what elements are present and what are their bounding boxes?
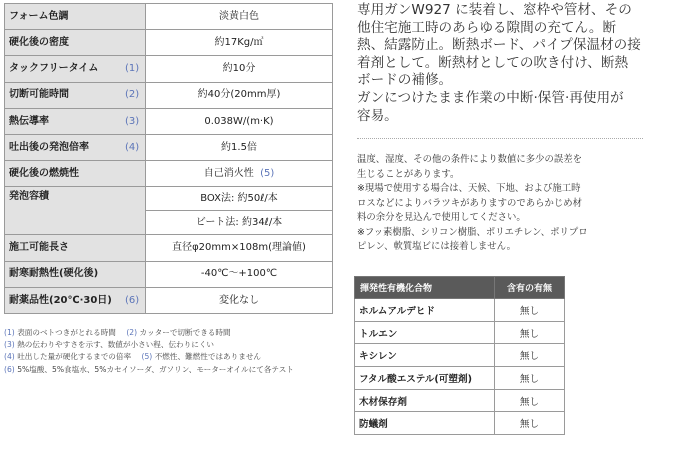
footnote-line xyxy=(4,339,344,351)
divider xyxy=(357,138,643,139)
spec-label xyxy=(5,4,146,30)
spec-row xyxy=(5,261,333,287)
voc-row xyxy=(355,412,565,435)
spec-table-body xyxy=(5,4,333,314)
caution-line: ※フッ素樹脂、シリコン樹脂、ポリエチレン、ポリプロ xyxy=(357,226,588,238)
description-line: 容易。 xyxy=(357,107,398,124)
footnote-text: 熱の伝わりやすさを示す、数値が小さい程、伝わりにくい xyxy=(17,340,215,350)
spec-value-text: 自己消火性 xyxy=(203,167,254,179)
spec-row xyxy=(5,82,333,108)
spec-row xyxy=(5,235,333,261)
spec-row xyxy=(5,108,333,134)
voc-status: 無し xyxy=(495,344,565,367)
spec-label-text: 発泡容積 xyxy=(9,191,49,203)
footnote-marker: (5) xyxy=(260,167,275,179)
caution-line: 温度、湿度、その他の条件により数値に多少の誤差を xyxy=(357,154,583,165)
spec-label xyxy=(5,235,146,261)
footnote-text: 5%塩酸、5%食塩水、5%カセイソーダ、ガソリン、モーターオイルにて各テスト xyxy=(17,364,294,374)
voc-status: 無し xyxy=(495,389,565,412)
footnote-text: カッターで切断できる時間 xyxy=(139,328,231,337)
voc-table xyxy=(354,276,565,435)
spec-value: BOX法: 約50ℓ/本 xyxy=(146,187,333,211)
voc-row xyxy=(355,367,565,390)
spec-row xyxy=(5,4,333,30)
voc-compound: 木材保存剤 xyxy=(355,389,495,412)
spec-row xyxy=(5,30,333,56)
description-line: 専用ガンW927 に装着し、窓枠や管材、その xyxy=(357,2,632,18)
spec-value: 0.038W/(m·K) xyxy=(146,108,333,134)
spec-value: -40℃～+100℃ xyxy=(146,261,333,287)
footnote-number: (5) xyxy=(141,352,153,362)
footnote-number: (6) xyxy=(4,364,15,374)
spec-label-text: 熱伝導率 xyxy=(9,115,49,127)
spec-label xyxy=(5,108,146,134)
spec-label-text: 耐薬品性(20℃·30日) xyxy=(9,294,112,306)
voc-compound: フタル酸エステル(可塑剤) xyxy=(355,367,495,390)
voc-header-compound: 揮発性有機化合物 xyxy=(355,277,495,299)
voc-status: 無し xyxy=(495,321,565,344)
spec-value: ビート法: 約34ℓ/本 xyxy=(146,211,333,235)
footnote-number: (2) xyxy=(126,328,138,337)
caution-line: ピレン、軟質塩ビには接着しません。 xyxy=(357,241,516,252)
spec-label-text: 硬化後の燃焼性 xyxy=(9,167,79,179)
spec-label xyxy=(5,82,146,108)
spec-table xyxy=(4,3,333,314)
footnote-marker: (6) xyxy=(125,294,140,306)
product-description xyxy=(357,2,657,125)
spec-label-text: タックフリータイム xyxy=(9,63,99,75)
footnote-text: 不燃性、難燃性ではありません xyxy=(154,352,262,362)
footnote-number: (1) xyxy=(4,328,15,337)
footnote-text: 吐出した量が硬化するまでの倍率 xyxy=(17,352,132,362)
footnote-line xyxy=(4,327,344,339)
footnote-marker: (4) xyxy=(125,141,140,153)
description-line: ガンにつけたまま作業の中断·保管·再使用が xyxy=(357,89,624,106)
footnote-marker: (3) xyxy=(125,115,140,127)
spec-row xyxy=(5,187,333,211)
voc-header-presence: 含有の有無 xyxy=(495,277,565,299)
description-line: 熱、結露防止。断熱ボード、パイプ保温材の接 xyxy=(357,37,641,54)
caution-note xyxy=(357,153,647,255)
caution-line: ※現場で使用する場合は、天候、下地、および施工時 xyxy=(357,183,581,194)
spec-label-text: 吐出後の発泡倍率 xyxy=(9,141,89,153)
spec-label xyxy=(5,30,146,56)
footnote-number: (3) xyxy=(4,340,15,350)
spec-label-text: 施工可能長さ xyxy=(9,242,69,254)
description-line: 他住宅施工時のあらゆる隙間の充てん。断 xyxy=(357,19,617,36)
spec-value: 約10分 xyxy=(146,56,333,82)
voc-row xyxy=(355,389,565,412)
spec-label xyxy=(5,56,146,82)
spec-label-text: 耐寒耐熱性(硬化後) xyxy=(9,268,99,280)
spec-row xyxy=(5,287,333,313)
caution-line: 料の余分を見込んで使用してください。 xyxy=(357,212,526,223)
spec-value: 約40分(20mm厚) xyxy=(146,82,333,108)
voc-status: 無し xyxy=(495,412,565,435)
spec-row xyxy=(5,134,333,160)
footnote-line xyxy=(4,364,344,376)
spec-value: 直径φ20mm×108m(理論値) xyxy=(146,235,333,261)
spec-label-text: フォーム色調 xyxy=(9,10,69,22)
caution-line: 生じることがあります。 xyxy=(357,168,460,180)
voc-status: 無し xyxy=(495,299,565,322)
spec-label-text: 硬化後の密度 xyxy=(9,37,69,49)
voc-compound: 防蟻剤 xyxy=(355,412,495,435)
spec-row xyxy=(5,56,333,82)
voc-row xyxy=(355,299,565,322)
spec-label xyxy=(5,187,146,235)
spec-value: 約17Kg/㎥ xyxy=(146,30,333,56)
voc-header-row xyxy=(355,277,565,299)
spec-label xyxy=(5,161,146,187)
spec-value: 淡黄白色 xyxy=(146,4,333,30)
voc-compound: トルエン xyxy=(355,321,495,344)
caution-line: ロスなどによりバラツキがありますのであらかじめ材 xyxy=(357,197,583,209)
footnote-marker: (2) xyxy=(125,89,140,101)
voc-row xyxy=(355,321,565,344)
description-line: ボードの補修。 xyxy=(357,72,453,89)
footnote-line xyxy=(4,351,344,363)
spec-label-text: 切断可能時間 xyxy=(9,89,69,101)
voc-status: 無し xyxy=(495,367,565,390)
spec-label xyxy=(5,134,146,160)
voc-compound: キシレン xyxy=(355,344,495,367)
voc-row xyxy=(355,344,565,367)
spec-row xyxy=(5,161,333,187)
spec-value: 変化なし xyxy=(146,287,333,313)
footnotes xyxy=(4,327,344,376)
spec-label xyxy=(5,261,146,287)
footnote-number: (4) xyxy=(4,352,15,362)
spec-value xyxy=(146,161,333,187)
voc-compound: ホルムアルデヒド xyxy=(355,299,495,322)
footnote-text: 表面のベトつきがとれる時間 xyxy=(17,328,116,337)
spec-value: 約1.5倍 xyxy=(146,134,333,160)
footnote-marker: (1) xyxy=(125,63,140,75)
spec-label xyxy=(5,287,146,313)
description-line: 着剤として。断熱材としての吹き付け、断熱 xyxy=(357,54,629,71)
